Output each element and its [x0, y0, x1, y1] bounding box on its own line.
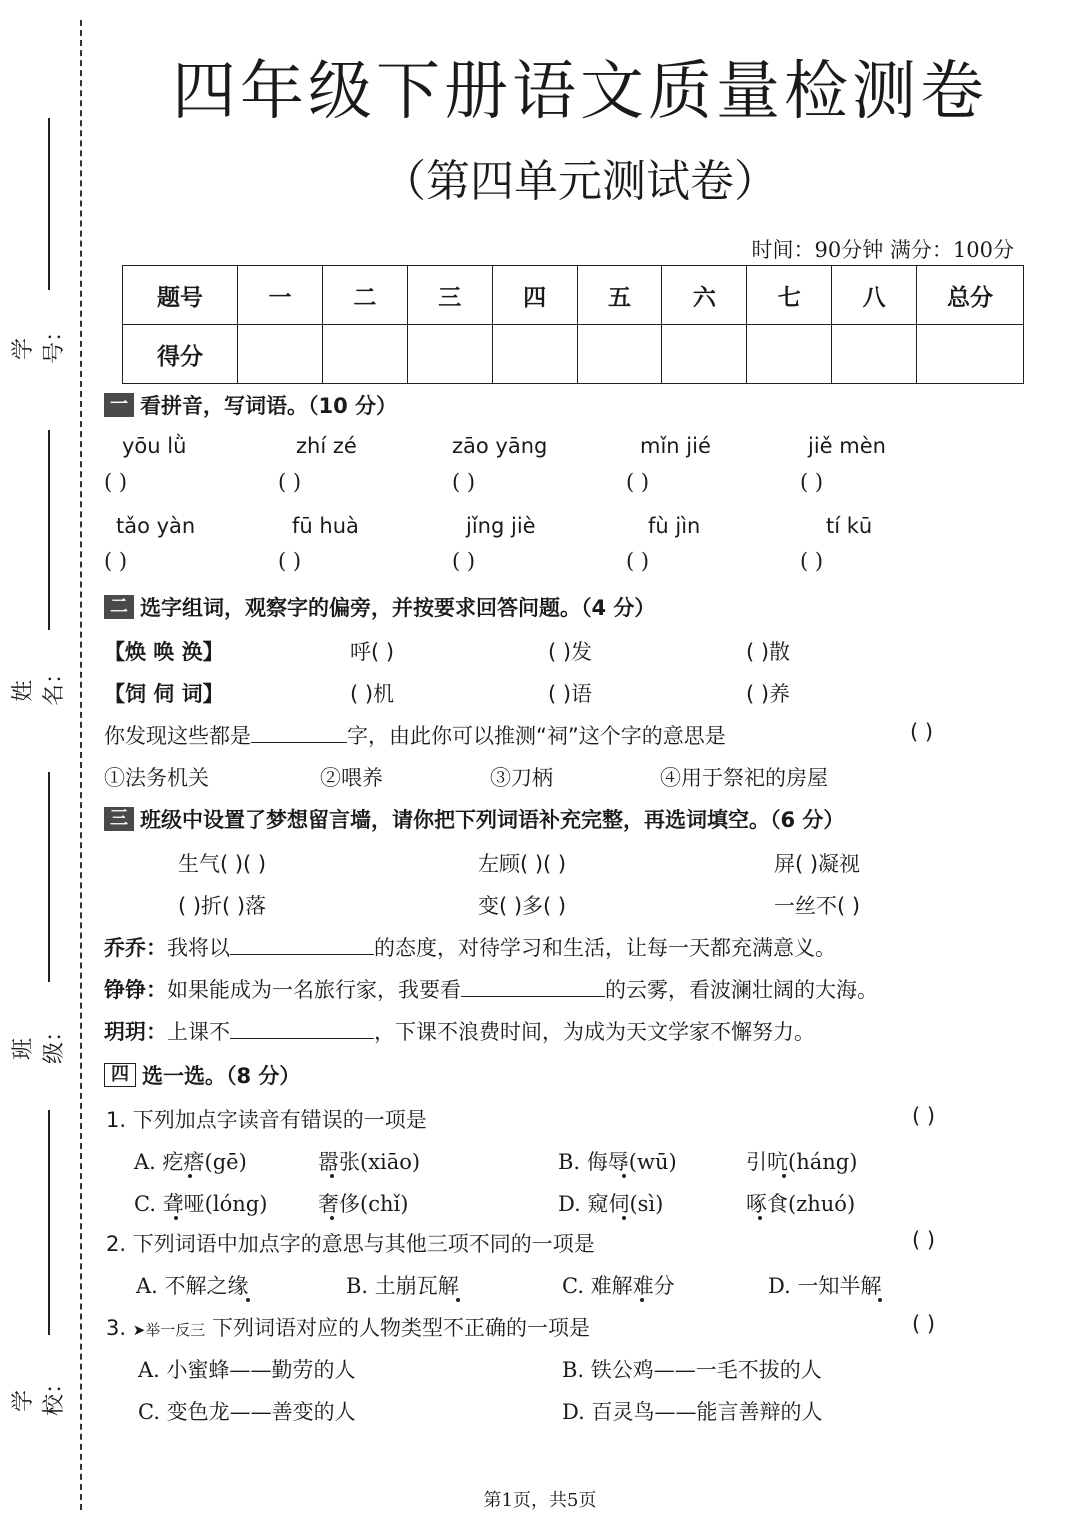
header-cell: 总分: [917, 266, 1024, 325]
answer-paren[interactable]: ( ): [912, 1104, 936, 1128]
question-text: 字，由此你可以推测“祠”这个字的意思是: [347, 724, 726, 748]
header-cell: 二: [322, 266, 407, 325]
option: B. 侮辱(wū): [558, 1150, 677, 1174]
pinyin-item: jǐng jiè: [466, 514, 536, 538]
idiom-fill[interactable]: 变( )多( ): [478, 894, 567, 918]
answer-blank[interactable]: [461, 978, 605, 997]
question-1: 1. 下列加点字读音有错误的一项是: [106, 1108, 427, 1132]
question-text: 你发现这些都是: [104, 724, 251, 748]
score-cell[interactable]: [492, 325, 577, 384]
banji-label: 班级：: [11, 1019, 67, 1064]
option: ③刀柄: [490, 766, 553, 790]
idiom-fill[interactable]: 一丝不( ): [774, 894, 861, 918]
answer-blank[interactable]: [230, 936, 374, 955]
answer-paren[interactable]: ( ): [912, 1312, 936, 1336]
answer-blank[interactable]: [251, 724, 347, 743]
section-4-heading: [104, 1060, 300, 1090]
sentence-qiaoqiao: [104, 932, 836, 962]
emphasis-dot: [782, 1174, 786, 1178]
answer-paren[interactable]: ( ): [800, 549, 824, 573]
banji-line: [48, 772, 50, 982]
option: 啄食(zhuó): [746, 1192, 856, 1216]
emphasis-dot: [758, 1216, 762, 1220]
fill-item[interactable]: ( )发: [548, 640, 593, 664]
pinyin-item: tǎo yàn: [116, 514, 196, 538]
answer-paren[interactable]: ( ): [104, 549, 128, 573]
speaker-name: 玥玥：: [104, 1020, 167, 1044]
header-cell: 七: [747, 266, 832, 325]
pinyin-item: mǐn jié: [640, 434, 711, 458]
answer-paren[interactable]: ( ): [278, 549, 302, 573]
emphasis-dot: [330, 1174, 334, 1178]
xuexiao-label: 学校：: [11, 1371, 67, 1416]
emphasis-dot: [640, 1298, 644, 1302]
option: C. 变色龙——善变的人: [138, 1400, 356, 1424]
option: B. 土崩瓦解: [346, 1274, 459, 1298]
fill-item[interactable]: ( )养: [746, 682, 791, 706]
option: C. 聋哑(lóng): [134, 1192, 268, 1216]
score-table: [122, 265, 1024, 384]
page-title: 四年级下册语文质量检测卷: [172, 55, 988, 129]
score-header-row: [123, 266, 1024, 325]
section-1-title: 看拼音，写词语。（10 分）: [140, 394, 398, 418]
section-2-title: 选字组词，观察字的偏旁，并按要求回答问题。（4 分）: [140, 596, 656, 620]
score-cell[interactable]: [917, 325, 1024, 384]
emphasis-dot: [456, 1298, 460, 1302]
score-cell[interactable]: [662, 325, 747, 384]
score-cell[interactable]: [238, 325, 323, 384]
answer-paren[interactable]: ( ): [626, 470, 650, 494]
header-cell: 六: [662, 266, 747, 325]
option: C. 难解难分: [562, 1274, 675, 1298]
option: B. 铁公鸡——一毛不拔的人: [562, 1358, 822, 1382]
sentence-text: 的态度，对待学习和生活，让每一天都充满意义。: [374, 936, 836, 960]
header-cell: 八: [832, 266, 917, 325]
header-cell: 题号: [123, 266, 238, 325]
sentence-text: 我将以: [167, 936, 230, 960]
fill-item[interactable]: 呼( ): [350, 640, 395, 664]
question-3-number: 3.: [106, 1316, 127, 1340]
idiom-fill[interactable]: 生气( )( ): [178, 852, 267, 876]
idiom-fill[interactable]: 左顾( )( ): [478, 852, 567, 876]
option: D. 一知半解: [768, 1274, 882, 1298]
emphasis-dot: [188, 1174, 192, 1178]
xuexiao-line: [48, 1110, 50, 1335]
xingming-label: 姓名：: [11, 661, 67, 706]
section-4-title: 选一选。（8 分）: [142, 1064, 301, 1088]
sentence-text: 上课不: [167, 1020, 230, 1044]
speaker-name: 乔乔：: [104, 936, 167, 960]
idiom-fill[interactable]: ( )折( )落: [178, 894, 267, 918]
emphasis-dot: [330, 1216, 334, 1220]
pinyin-item: fù jìn: [648, 514, 701, 538]
section-3-heading: [104, 804, 844, 834]
section-3-number: 三: [104, 807, 134, 831]
page-footer: 第1页，共5页: [483, 1490, 597, 1511]
emphasis-dot: [878, 1298, 882, 1302]
exam-info: 时间：90分钟 满分：100分: [751, 238, 1014, 262]
idiom-fill[interactable]: 屏( )凝视: [774, 852, 861, 876]
score-cell[interactable]: [747, 325, 832, 384]
score-cell[interactable]: [577, 325, 662, 384]
header-cell: 三: [407, 266, 492, 325]
pinyin-item: zāo yāng: [452, 434, 548, 458]
section-2-number: 二: [104, 595, 134, 619]
answer-paren[interactable]: ( ): [278, 470, 302, 494]
score-row-label: 得分: [123, 325, 238, 384]
section-3-title: 班级中设置了梦想留言墙，请你把下列词语补充完整，再选词填空。（6 分）: [140, 808, 845, 832]
sentence-text: 如果能成为一名旅行家，我要看: [167, 978, 461, 1002]
option: 引吭(háng): [746, 1150, 858, 1174]
header-cell: 一: [238, 266, 323, 325]
pinyin-item: zhí zé: [296, 434, 357, 458]
emphasis-dot: [246, 1298, 250, 1302]
sentence-yueyue: [104, 1016, 815, 1046]
score-cell[interactable]: [322, 325, 407, 384]
option: ②喂养: [320, 766, 383, 790]
xuehao-line: [48, 118, 50, 290]
question-line: [104, 720, 726, 750]
binding-dashed-line: [80, 20, 82, 1510]
score-row: [123, 325, 1024, 384]
option: ①法务机关: [104, 766, 209, 790]
xuehao-label: 学号：: [11, 319, 67, 364]
header-cell: 四: [492, 266, 577, 325]
option: D. 窥伺(sì): [558, 1192, 664, 1216]
emphasis-dot: [622, 1216, 626, 1220]
page-subtitle: （第四单元测试卷）: [382, 156, 778, 207]
section-4-number: 四: [104, 1063, 136, 1087]
option: A. 疙瘩(gē): [134, 1150, 247, 1174]
sentence-text: 的云雾，看波澜壮阔的大海。: [605, 978, 878, 1002]
pinyin-item: jiě mèn: [808, 434, 886, 458]
question-3: [106, 1312, 590, 1342]
char-group-2: 【饲 伺 词】: [104, 681, 224, 706]
score-cell[interactable]: [832, 325, 917, 384]
section-2-heading: [104, 592, 655, 622]
sentence-zhengzheng: [104, 974, 878, 1004]
answer-paren[interactable]: ( ): [910, 720, 934, 744]
section-1-number: 一: [104, 393, 134, 417]
xingming-line: [48, 430, 50, 630]
emphasis-dot: [622, 1174, 626, 1178]
fill-item[interactable]: ( )机: [350, 682, 395, 706]
option: ④用于祭祀的房屋: [660, 766, 828, 790]
practice-tag: ➤举一反三: [132, 1321, 206, 1339]
answer-paren[interactable]: ( ): [104, 470, 128, 494]
option: A. 不解之缘: [136, 1274, 249, 1298]
pinyin-item: fū huà: [292, 514, 359, 538]
option: 奢侈(chǐ): [318, 1192, 409, 1216]
option: D. 百灵鸟——能言善辩的人: [562, 1400, 823, 1424]
char-group-1: 【焕 唤 涣】: [104, 639, 224, 664]
speaker-name: 铮铮：: [104, 978, 167, 1002]
option: 嚣张(xiāo): [318, 1150, 421, 1174]
pinyin-item: yōu lǜ: [122, 434, 187, 458]
question-2: 2. 下列词语中加点字的意思与其他三项不同的一项是: [106, 1232, 595, 1256]
emphasis-dot: [174, 1216, 178, 1220]
answer-paren[interactable]: ( ): [452, 470, 476, 494]
fill-item[interactable]: ( )语: [548, 682, 593, 706]
fill-item[interactable]: ( )散: [746, 640, 791, 664]
score-cell[interactable]: [407, 325, 492, 384]
section-1-heading: [104, 390, 397, 420]
pinyin-item: tí kū: [826, 514, 873, 538]
sentence-text: ，下课不浪费时间，为成为天文学家不懈努力。: [374, 1020, 815, 1044]
option: A. 小蜜蜂——勤劳的人: [138, 1358, 356, 1382]
question-3-text: 下列词语对应的人物类型不正确的一项是: [212, 1316, 590, 1340]
answer-paren[interactable]: ( ): [626, 549, 650, 573]
answer-paren[interactable]: ( ): [912, 1228, 936, 1252]
answer-blank[interactable]: [230, 1020, 374, 1039]
answer-paren[interactable]: ( ): [452, 549, 476, 573]
answer-paren[interactable]: ( ): [800, 470, 824, 494]
header-cell: 五: [577, 266, 662, 325]
